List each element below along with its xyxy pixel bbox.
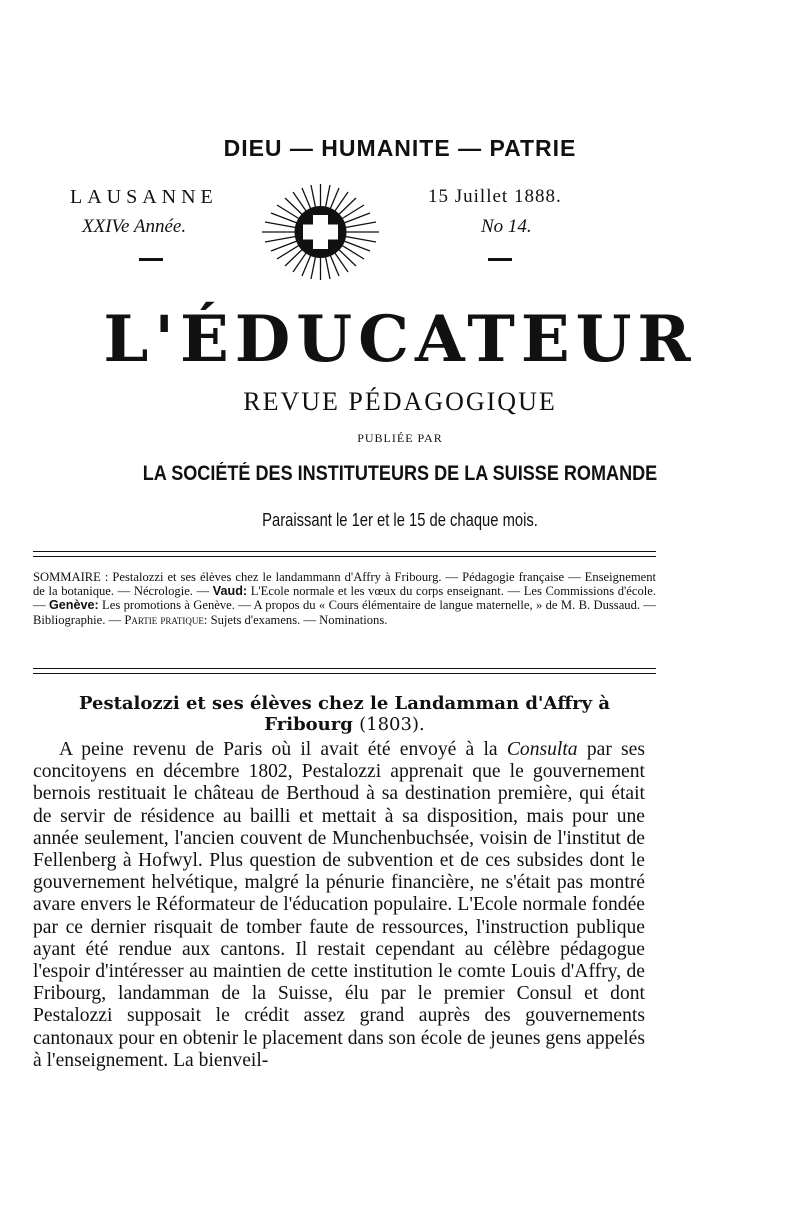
- sommaire-part2: L'Ecole normale et les vœux du corps enseignant. — Les Commissions d'école. —: [33, 584, 656, 613]
- published-by: PUBLIÉE PAR: [357, 431, 443, 445]
- masthead-city: LAUSANNE: [70, 186, 218, 208]
- sommaire-pratique: Partie pratique: [124, 612, 204, 627]
- masthead-issue: No 14.: [481, 216, 532, 237]
- sommaire-part3: Les promotions à Genève. — A propos du « Cours élémentaire de langue maternelle, » de M. B. Dussaud. — Bibliographie. —: [33, 598, 656, 627]
- masthead-date: 15 Juillet 1888.: [428, 186, 562, 207]
- article-paragraph: [33, 739, 645, 1072]
- masthead-dash-right: [488, 258, 512, 261]
- sommaire-part4: : Sujets d'examens. — Nominations.: [203, 612, 388, 627]
- sommaire-part1: Pestalozzi et ses élèves chez le landammann d'Affry à Fribourg. — Pédagogie française — Enseignement de la botanique. — Nécrologie. —: [33, 570, 657, 599]
- article-title-year: (1803).: [359, 714, 425, 735]
- periodicity: Paraissant le 1er et le 15 de chaque mois.: [262, 510, 538, 530]
- journal-subtitle: REVUE PÉDAGOGIQUE: [243, 387, 557, 416]
- journal-title: L'ÉDUCATEUR: [103, 302, 697, 377]
- masthead-year: XXIVe Année.: [82, 216, 187, 237]
- sommaire-vaud: Vaud:: [212, 584, 248, 599]
- divider-top-1: [33, 551, 656, 552]
- table-of-contents: [33, 570, 656, 627]
- article-title-text: Pestalozzi et ses élèves chez le Landamman d'Affry à Fribourg: [78, 693, 611, 735]
- article-text-start: A peine revenu de Paris où il avait été envoyé à la: [59, 739, 498, 760]
- divider-top-2: [33, 556, 656, 557]
- masthead-motto: DIEU — HUMANITE — PATRIE: [223, 135, 577, 161]
- society-name: LA SOCIÉTÉ DES INSTITUTEURS DE LA SUISSE ROMANDE: [142, 462, 658, 485]
- article-consulta: Consulta: [506, 739, 578, 760]
- article-text-rest: par ses concitoyens en décembre 1802, Pestalozzi apprenait que le gouvernement bernois restituait le château de Berthoud à sa destination première, qui était de servir de résidence au bailli et mettait à sa disposition, mais pour une année seulement, l'ancien couvent de Munchenbuchsée, voisin de l'institut de Fellenberg à Hofwyl. Plus question de subvention et de ces subsides dont le gouvernement helvétique, malgré la pénurie financière, ne s'était pas montré avare envers le Réformateur de l'éducation populaire. L'Ecole normale fondée par ce dernier risquait de tomber faute de ressources, l'instruction publique ayant été rendue aux cantons. Il restait cependant au célèbre pédagogue l'espoir d'intéresser au maintien de cette institution le comte Louis d'Affry, de Fribourg, landamman de la Suisse, élu par le premier Consul et dont Pestalozzi supposait le crédit assez grand auprès des gouvernements cantonaux pour en obtenir le placement dans son école de jeunes gens appelés à l'enseignement. La bienveil-: [33, 739, 646, 1071]
- article-title: [33, 693, 656, 735]
- divider-bottom-2: [33, 673, 656, 674]
- divider-bottom-1: [33, 668, 656, 669]
- masthead-dash-left: [139, 258, 163, 261]
- sommaire-geneve: Genève:: [48, 598, 99, 613]
- sommaire-label: SOMMAIRE :: [33, 570, 109, 584]
- swiss-cross-emblem-icon: [258, 182, 383, 282]
